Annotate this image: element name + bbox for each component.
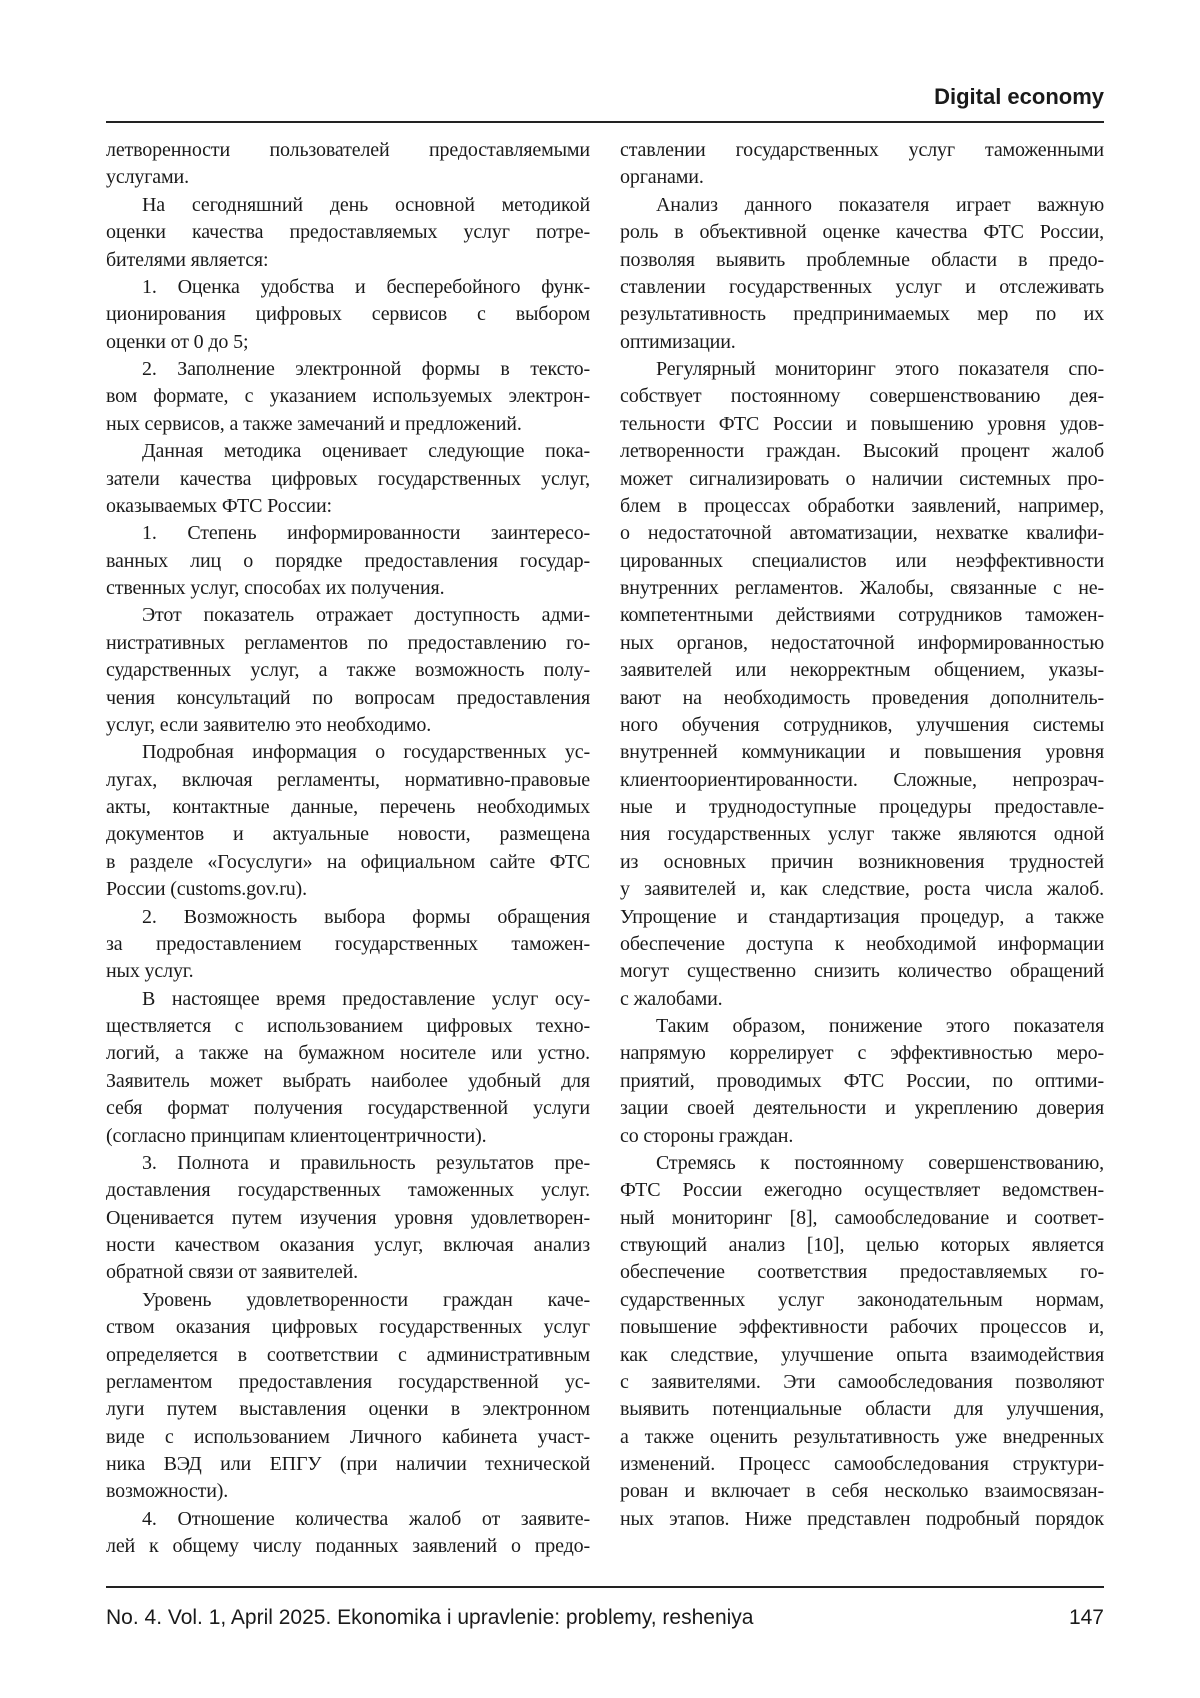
text-line: ных этапов. Ниже представлен подробный порядок	[620, 1506, 1104, 1533]
text-line: со стороны граждан.	[620, 1123, 1104, 1150]
text-line: 3. Полнота и правильность результатов пре-	[106, 1150, 590, 1177]
text-line: Регулярный мониторинг этого показателя спо-	[620, 356, 1104, 383]
text-line: услуг, если заявителю это необходимо.	[106, 712, 590, 739]
text-line: роль в объективной оценке качества ФТС России,	[620, 219, 1104, 246]
right-column	[620, 137, 1104, 1533]
text-line: ставлении государственных услуг и отслеживать	[620, 274, 1104, 301]
text-line: рован и включает в себя несколько взаимосвязан-	[620, 1478, 1104, 1505]
text-line: клиентоориентированности. Сложные, непрозрач-	[620, 767, 1104, 794]
text-line: документов и актуальные новости, размещена	[106, 821, 590, 848]
text-line: в разделе «Госуслуги» на официальном сайте ФТС	[106, 849, 590, 876]
text-line: сударственных услуг, а также возможность полу-	[106, 657, 590, 684]
text-line: Заявитель может выбрать наиболее удобный для	[106, 1068, 590, 1095]
text-line: оценки качества предоставляемых услуг потре-	[106, 219, 590, 246]
text-line: результативность предпринимаемых мер по их	[620, 301, 1104, 328]
text-line: ФТС России ежегодно осуществляет ведомствен-	[620, 1177, 1104, 1204]
text-line: виде с использованием Личного кабинета участ-	[106, 1424, 590, 1451]
text-line: блем в процессах обработки заявлений, например,	[620, 493, 1104, 520]
text-line: заявителей или некорректным общением, указы-	[620, 657, 1104, 684]
text-line: за предоставлением государственных таможен-	[106, 931, 590, 958]
text-line: ствующий анализ [10], целью которых является	[620, 1232, 1104, 1259]
text-line: доставления государственных таможенных услуг.	[106, 1177, 590, 1204]
text-line: у заявителей и, как следствие, роста числа жалоб.	[620, 876, 1104, 903]
text-line: органами.	[620, 164, 1104, 191]
text-line: ные и труднодоступные процедуры предоставле-	[620, 794, 1104, 821]
text-line: оптимизации.	[620, 329, 1104, 356]
text-line: ния государственных услуг также являются одной	[620, 821, 1104, 848]
text-line: ных органов, недостаточной информированностью	[620, 630, 1104, 657]
text-line: приятий, проводимых ФТС России, по оптими-	[620, 1068, 1104, 1095]
text-line: оценки от 0 до 5;	[106, 329, 590, 356]
text-line: тельности ФТС России и повышению уровня удов-	[620, 411, 1104, 438]
text-line: с заявителями. Эти самообследования позволяют	[620, 1369, 1104, 1396]
text-line: вом формате, с указанием используемых электрон-	[106, 383, 590, 410]
text-line: услугами.	[106, 164, 590, 191]
text-line: Стремясь к постоянному совершенствованию,	[620, 1150, 1104, 1177]
page-footer	[106, 1606, 1104, 1630]
text-line: бителями является:	[106, 247, 590, 274]
page-number: 147	[1069, 1606, 1104, 1630]
text-line: ного обучения сотрудников, улучшения системы	[620, 712, 1104, 739]
text-line: а также оценить результативность уже внедренных	[620, 1424, 1104, 1451]
text-line: изменений. Процесс самообследования структури-	[620, 1451, 1104, 1478]
text-line: повышение эффективности рабочих процессов и,	[620, 1314, 1104, 1341]
text-line: чения консультаций по вопросам предоставления	[106, 685, 590, 712]
text-line: обеспечение доступа к необходимой информации	[620, 931, 1104, 958]
text-line: ных сервисов, а также замечаний и предложений.	[106, 411, 590, 438]
text-line: ный мониторинг [8], самообследование и соответ-	[620, 1205, 1104, 1232]
text-line: выявить потенциальные области для улучшения,	[620, 1396, 1104, 1423]
text-line: Уровень удовлетворенности граждан каче-	[106, 1287, 590, 1314]
text-line: 4. Отношение количества жалоб от заявите-	[106, 1506, 590, 1533]
text-line: возможности).	[106, 1478, 590, 1505]
text-line: позволяя выявить проблемные области в предо-	[620, 247, 1104, 274]
text-line: акты, контактные данные, перечень необходимых	[106, 794, 590, 821]
text-line: о недостаточной автоматизации, нехватке квалифи-	[620, 520, 1104, 547]
text-line: нистративных регламентов по предоставлению го-	[106, 630, 590, 657]
text-line: В настоящее время предоставление услуг осу-	[106, 986, 590, 1013]
text-line: ством оказания цифровых государственных услуг	[106, 1314, 590, 1341]
text-line: лей к общему числу поданных заявлений о предо-	[106, 1533, 590, 1560]
header-divider	[106, 121, 1104, 123]
text-line: собствует постоянному совершенствованию дея-	[620, 383, 1104, 410]
text-line: На сегодняшний день основной методикой	[106, 192, 590, 219]
text-line: оказываемых ФТС России:	[106, 493, 590, 520]
text-line: может сигнализировать о наличии системных про-	[620, 466, 1104, 493]
text-line: 2. Заполнение электронной формы в тексто-	[106, 356, 590, 383]
text-line: обеспечение соответствия предоставляемых го-	[620, 1259, 1104, 1286]
text-line: ных услуг.	[106, 958, 590, 985]
text-line: ществляется с использованием цифровых техно-	[106, 1013, 590, 1040]
text-line: как следствие, улучшение опыта взаимодействия	[620, 1342, 1104, 1369]
text-line: 1. Оценка удобства и бесперебойного функ-	[106, 274, 590, 301]
text-line: ника ВЭД или ЕПГУ (при наличии технической	[106, 1451, 590, 1478]
text-line: 2. Возможность выбора формы обращения	[106, 904, 590, 931]
text-line: определяется в соответствии с административным	[106, 1342, 590, 1369]
text-line: напрямую коррелирует с эффективностью меро-	[620, 1040, 1104, 1067]
text-line: внутренней коммуникации и повышения уровня	[620, 739, 1104, 766]
text-line: из основных причин возникновения трудностей	[620, 849, 1104, 876]
text-line: Данная методика оценивает следующие пока-	[106, 438, 590, 465]
text-line: ности качеством оказания услуг, включая анализ	[106, 1232, 590, 1259]
text-line: компетентными действиями сотрудников таможен-	[620, 602, 1104, 629]
text-line: России (customs.gov.ru).	[106, 876, 590, 903]
text-line: (согласно принципам клиентоцентричности).	[106, 1123, 590, 1150]
text-line: внутренних регламентов. Жалобы, связанные с не-	[620, 575, 1104, 602]
text-line: Анализ данного показателя играет важную	[620, 192, 1104, 219]
text-line: регламентом предоставления государственной ус-	[106, 1369, 590, 1396]
text-line: зации своей деятельности и укреплению доверия	[620, 1095, 1104, 1122]
text-line: Оценивается путем изучения уровня удовлетворен-	[106, 1205, 590, 1232]
text-line: затели качества цифровых государственных услуг,	[106, 466, 590, 493]
left-column	[106, 137, 590, 1561]
text-line: луги путем выставления оценки в электронном	[106, 1396, 590, 1423]
text-line: Упрощение и стандартизация процедур, а также	[620, 904, 1104, 931]
text-line: ванных лиц о порядке предоставления государ-	[106, 548, 590, 575]
text-line: летворенности пользователей предоставляемыми	[106, 137, 590, 164]
text-line: с жалобами.	[620, 986, 1104, 1013]
journal-citation: No. 4. Vol. 1, April 2025. Ekonomika i upravlenie: problemy, resheniya	[106, 1606, 753, 1630]
text-line: летворенности граждан. Высокий процент жалоб	[620, 438, 1104, 465]
text-line: вают на необходимость проведения дополнитель-	[620, 685, 1104, 712]
text-line: себя формат получения государственной услуги	[106, 1095, 590, 1122]
text-line: ционирования цифровых сервисов с выбором	[106, 301, 590, 328]
text-line: сударственных услуг законодательным нормам,	[620, 1287, 1104, 1314]
text-line: могут существенно снизить количество обращений	[620, 958, 1104, 985]
text-line: ственных услуг, способах их получения.	[106, 575, 590, 602]
footer-divider	[106, 1586, 1104, 1588]
text-line: 1. Степень информированности заинтересо-	[106, 520, 590, 547]
text-line: Этот показатель отражает доступность адми-	[106, 602, 590, 629]
section-title: Digital economy	[934, 84, 1104, 110]
text-line: обратной связи от заявителей.	[106, 1259, 590, 1286]
text-line: логий, а также на бумажном носителе или устно.	[106, 1040, 590, 1067]
text-line: лугах, включая регламенты, нормативно-правовые	[106, 767, 590, 794]
text-line: Подробная информация о государственных ус-	[106, 739, 590, 766]
text-line: Таким образом, понижение этого показателя	[620, 1013, 1104, 1040]
text-line: цированных специалистов или неэффективности	[620, 548, 1104, 575]
text-line: ставлении государственных услуг таможенными	[620, 137, 1104, 164]
